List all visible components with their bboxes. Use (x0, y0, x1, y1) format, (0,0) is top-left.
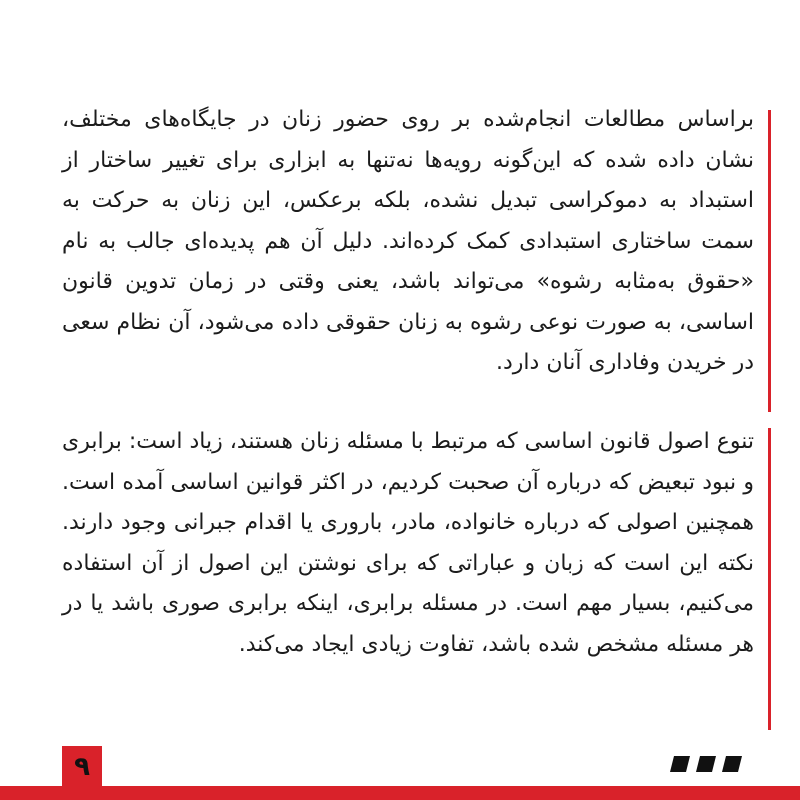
page-number: ۹ (62, 746, 102, 800)
decorative-dots-icon (668, 752, 750, 776)
paragraph-2: تنوع اصول قانون اساسی که مرتبط با مسئله زنان هستند، زیاد است: برابری و نبود تبعیض که درباره آن صحبت کردیم، در اکثر قوانین اساسی آمده است. همچنین اصولی که درباره خانواده، مادر، باروری یا اقدام جبرانی وجود دارند. نکته این است که زبان و عباراتی که برای نوشتن این اصول از آن استفاده می‌کنیم، بسیار مهم است. در مسئله برابری، اینکه برابری صوری باشد یا در هر مسئله مشخص شده باشد، تفاوت زیادی ایجاد می‌کند. (62, 429, 754, 657)
paragraph-2-side-rule (768, 428, 771, 730)
paragraph-1-side-rule (768, 110, 771, 412)
bottom-accent-bar (0, 786, 800, 800)
paragraph-1: براساس مطالعات انجام‌شده بر روی حضور زنان در جایگاه‌های مختلف، نشان داده شده که این‌گونه رویه‌ها نه‌تنها به ابزاری برای تغییر ساختار از استبداد به دموکراسی تبدیل نشده، بلکه برعکس، این زنان به حرکت به سمت ساختاری استبدادی کمک کرده‌اند. دلیل آن هم پدیده‌ای جالب به نام «حقوق به‌مثابه رشوه» می‌تواند باشد، یعنی وقتی در زمان تدوین قانون اساسی، به صورت نوعی رشوه به زنان حقوقی داده می‌شود، آن نظام سعی در خریدن وفاداری آنان دارد. (62, 107, 754, 375)
